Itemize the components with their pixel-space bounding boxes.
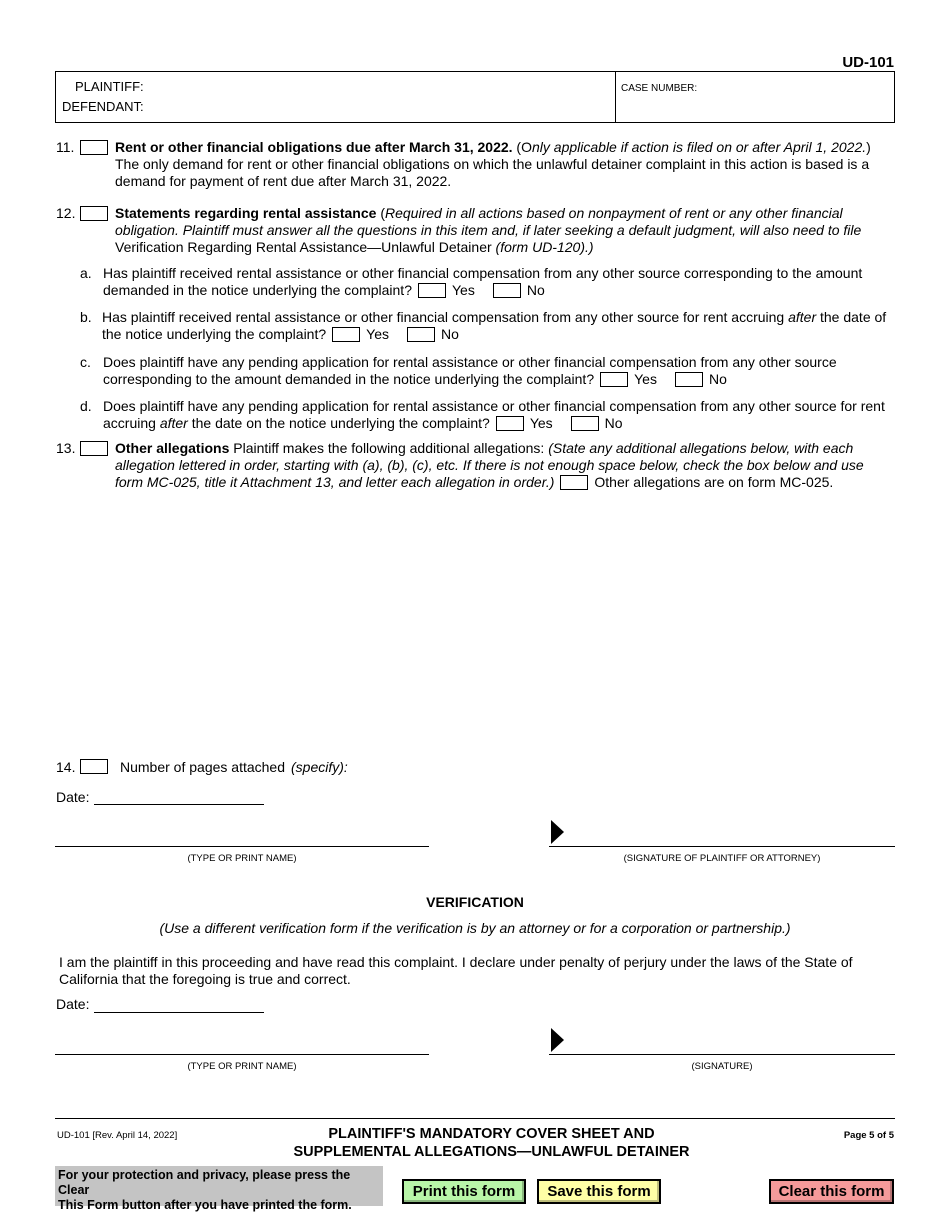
- item-14-number: 14.: [56, 759, 76, 775]
- item-11-number: 11.: [56, 139, 75, 155]
- item-12a-no-checkbox[interactable]: [493, 283, 521, 298]
- caption-box: [55, 71, 895, 123]
- verification-name-caption: (TYPE OR PRINT NAME): [187, 1061, 297, 1072]
- verification-signature-caption: (SIGNATURE): [691, 1061, 753, 1072]
- verification-date-field[interactable]: [94, 1012, 264, 1013]
- item-12c-text: Does plaintiff have any pending application for rental assistance or other financial compensation from any other source corresponding to the amount demanded in the notice underlying the complaint? Yes No: [103, 354, 837, 387]
- item-12a-text: Has plaintiff received rental assistance or other financial compensation from any other source corresponding to the amount demanded in the notice underlying the complaint? Yes No: [103, 265, 863, 298]
- item-13-text: Other allegations Plaintiff makes the following additional allegations: (State any additional allegations below, with each allegation lettered in order, starting with (a), (b), (c), etc. If there is not enough space below, check the box below and use form MC-025, title it Attachment 13, and letter each allegation in order.) Other allegations are on form MC-025.: [115, 440, 864, 490]
- item-13-allegations-field[interactable]: [115, 495, 895, 745]
- item-14-label: Number of pages attached: [120, 759, 285, 775]
- clear-form-button[interactable]: Clear this form: [769, 1179, 894, 1204]
- footer-title: PLAINTIFF'S MANDATORY COVER SHEET AND SUPPLEMENTAL ALLEGATIONS—UNLAWFUL DETAINER: [293, 1126, 690, 1160]
- verification-date-label: Date:: [56, 996, 90, 1012]
- name-line[interactable]: [55, 846, 429, 847]
- verification-signature-line[interactable]: [549, 1054, 895, 1055]
- item-11-text: Rent or other financial obligations due after March 31, 2022. (Only applicable if action is filed on or after April 1, 2022.) The only demand for rent or other financial obligations on which the unlawful detainer complaint in this action is based is a demand for payment of rent due after March 31, 2022.: [115, 139, 871, 189]
- name-caption: (TYPE OR PRINT NAME): [187, 853, 297, 864]
- item-12b-no-checkbox[interactable]: [407, 327, 435, 342]
- signature-arrow-icon: [551, 820, 564, 844]
- verification-title: VERIFICATION: [426, 894, 524, 910]
- item-12d-yes-checkbox[interactable]: [496, 416, 524, 431]
- footer-revision: UD-101 [Rev. April 14, 2022]: [57, 1130, 178, 1141]
- item-11-checkbox[interactable]: [80, 140, 108, 155]
- print-form-button[interactable]: Print this form: [402, 1179, 526, 1204]
- verification-signature-arrow-icon: [551, 1028, 564, 1052]
- item-14-text: Number of pages attached (specify):: [120, 759, 348, 775]
- item-12b-letter: b.: [80, 309, 92, 325]
- item-12-text: Statements regarding rental assistance (Required in all actions based on nonpayment of rent or any other financial obligation. Plaintiff must answer all the questions in this item and, if later seeking a default judgment, will also need to file Verification Regarding Rental Assistance—Unlawful Detainer (form UD-120).): [115, 205, 862, 255]
- mc025-label: Other allegations are on form MC-025.: [594, 474, 834, 490]
- item-12d-letter: d.: [80, 398, 92, 414]
- defendant-label: DEFENDANT:: [62, 99, 144, 114]
- item-12-number: 12.: [56, 205, 76, 221]
- item-12c-yes-checkbox[interactable]: [600, 372, 628, 387]
- item-12a-letter: a.: [80, 265, 92, 281]
- item-11-title: Rent or other financial obligations due after March 31, 2022.: [115, 139, 513, 155]
- date-field[interactable]: [94, 804, 264, 805]
- item-13-checkbox[interactable]: [80, 441, 108, 456]
- parties-cell: [56, 72, 616, 122]
- case-number-label: CASE NUMBER:: [621, 83, 698, 94]
- mc025-checkbox[interactable]: [560, 475, 588, 490]
- page-number: Page 5 of 5: [843, 1130, 894, 1141]
- footer-rule: [55, 1118, 895, 1119]
- save-form-button[interactable]: Save this form: [537, 1179, 661, 1204]
- item-13-title: Other allegations: [115, 440, 230, 456]
- verification-body: I am the plaintiff in this proceeding and have read this complaint. I declare under penalty of perjury under the laws of the State of California that the foregoing is true and correct.: [59, 954, 853, 987]
- item-12-title: Statements regarding rental assistance: [115, 205, 377, 221]
- form-id: UD-101: [842, 54, 894, 71]
- case-number-cell[interactable]: [616, 72, 894, 122]
- date-label: Date:: [56, 789, 90, 805]
- verification-name-line[interactable]: [55, 1054, 429, 1055]
- signature-caption: (SIGNATURE OF PLAINTIFF OR ATTORNEY): [623, 853, 821, 864]
- item-12b-yes-checkbox[interactable]: [332, 327, 360, 342]
- item-13-number: 13.: [56, 440, 76, 456]
- signature-line[interactable]: [549, 846, 895, 847]
- item-11-note: nly applicable if action is filed on or after April 1, 2022.: [532, 139, 867, 155]
- item-12-checkbox[interactable]: [80, 206, 108, 221]
- privacy-notice: For your protection and privacy, please press the Clear This Form button after you have printed the form.: [55, 1166, 383, 1206]
- item-12d-text: Does plaintiff have any pending application for rental assistance or other financial compensation from any other source for rent accruing after the date on the notice underlying the complaint? Yes No: [103, 398, 885, 431]
- item-12d-no-checkbox[interactable]: [571, 416, 599, 431]
- item-12c-letter: c.: [80, 354, 91, 370]
- item-14-checkbox[interactable]: [80, 759, 108, 774]
- item-12a-yes-checkbox[interactable]: [418, 283, 446, 298]
- item-12c-no-checkbox[interactable]: [675, 372, 703, 387]
- verification-note: (Use a different verification form if the verification is by an attorney or for a corporation or partnership.): [159, 920, 791, 936]
- item-12b-text: Has plaintiff received rental assistance or other financial compensation from any other source for rent accruing after the date of the notice underlying the complaint? Yes No: [102, 309, 887, 342]
- plaintiff-label: PLAINTIFF:: [75, 79, 144, 94]
